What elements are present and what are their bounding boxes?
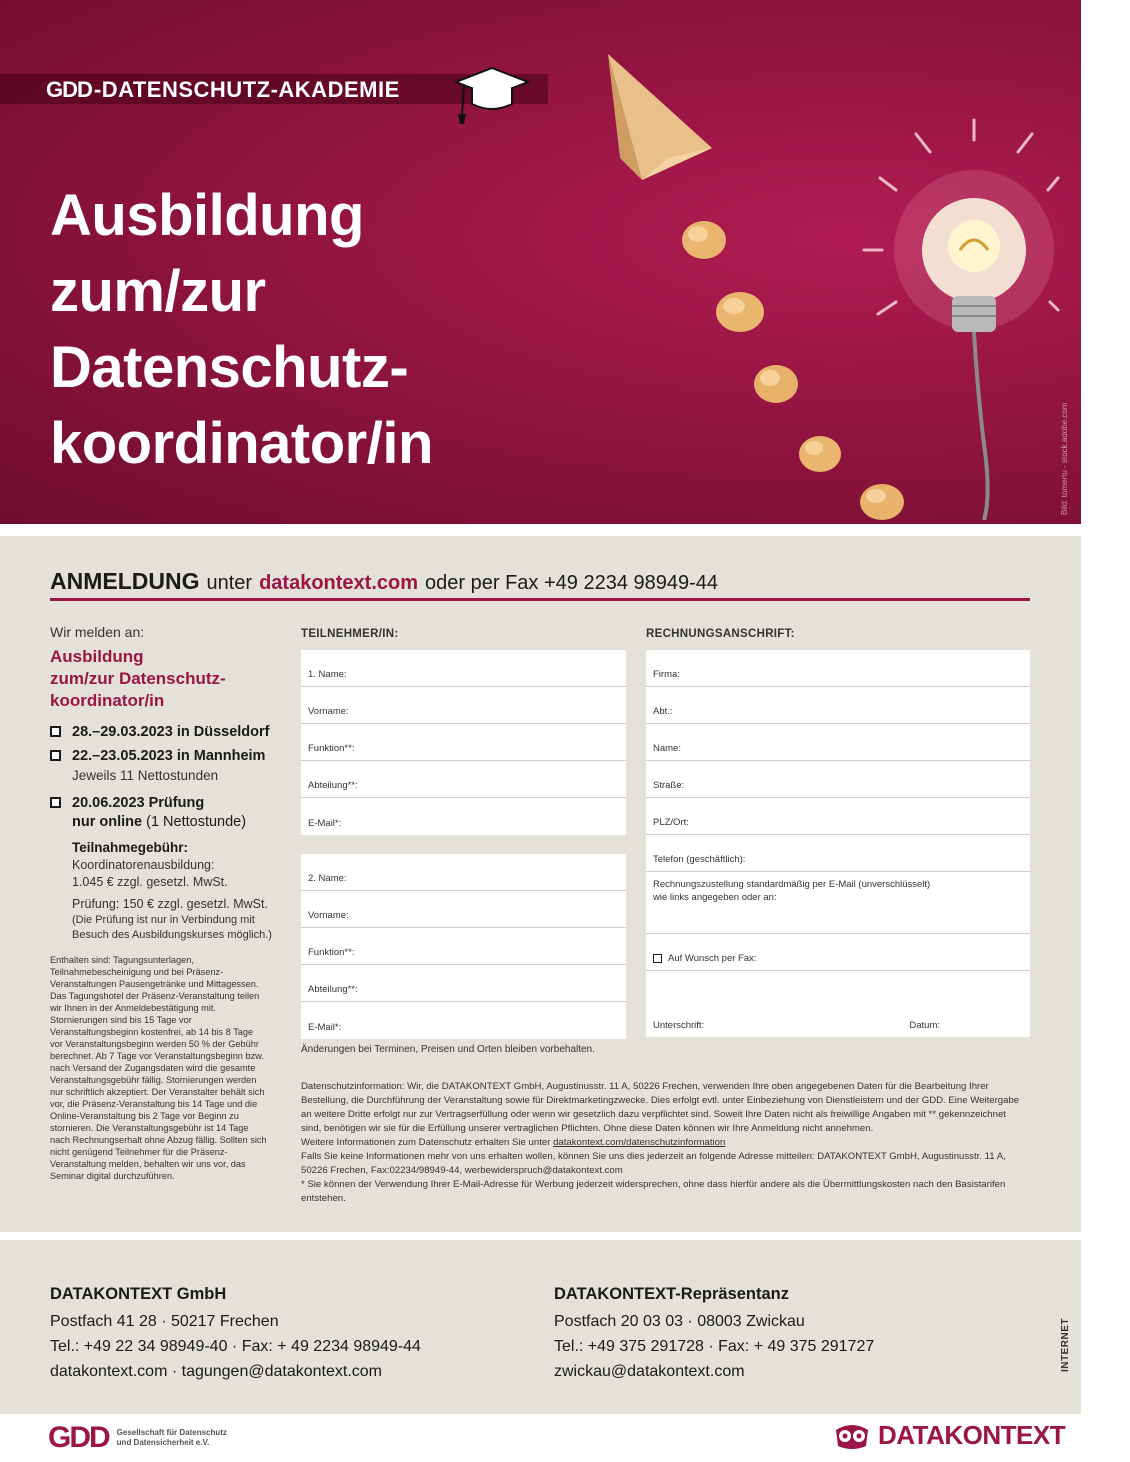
paper-ball-icon bbox=[716, 292, 764, 332]
funktion-field[interactable]: Funktion**: bbox=[301, 724, 626, 761]
strasse-field[interactable]: Straße: bbox=[646, 761, 1030, 798]
course-title-line: zum/zur Datenschutz- bbox=[50, 669, 226, 688]
title-line: zum/zur bbox=[50, 259, 266, 324]
paper-plane-icon bbox=[608, 54, 712, 180]
paper-ball-icon bbox=[860, 484, 904, 520]
vorname-field[interactable]: Vorname: bbox=[301, 687, 626, 724]
akademie-text: -DATENSCHUTZ-AKADEMIE bbox=[93, 77, 400, 102]
abteilung-field[interactable]: Abteilung**: bbox=[301, 761, 626, 798]
internet-label: INTERNET bbox=[1060, 1318, 1071, 1372]
privacy-paragraph: Falls Sie keine Informationen mehr von uns erhalten wollen, können Sie uns dies jederzeit an folgende Adresse mitteilen: DATAKONTEXT GmbH, Augustinusstr. 11 A, 50226 Frechen, Fax:02234/98949-44, werbewiderspruch@datakontext.com bbox=[301, 1151, 1006, 1176]
title-line: Datenschutz- bbox=[50, 335, 409, 400]
company-name: DATAKONTEXT GmbH bbox=[50, 1285, 227, 1303]
hours-note: Jeweils 11 Nettostunden bbox=[72, 768, 219, 783]
fee-line: Koordinatorenausbildung: bbox=[72, 858, 215, 872]
participant-1-fields bbox=[301, 650, 626, 835]
invoice-delivery-field[interactable] bbox=[646, 872, 1030, 934]
title-line: Ausbildung bbox=[50, 183, 364, 248]
wir-melden-label: Wir melden an: bbox=[50, 624, 145, 640]
fee-block bbox=[50, 839, 290, 943]
option-label: 22.–23.05.2023 in Mannheim bbox=[72, 748, 266, 764]
divider bbox=[50, 598, 1030, 601]
option-duesseldorf[interactable] bbox=[50, 722, 290, 742]
name-field[interactable]: 1. Name: bbox=[301, 650, 626, 687]
exam-online: nur online bbox=[72, 814, 143, 830]
plz-ort-field[interactable]: PLZ/Ort: bbox=[646, 798, 1030, 835]
gdd-mark: GDD bbox=[48, 1421, 109, 1454]
paper-ball-icon bbox=[754, 365, 798, 403]
registration-form bbox=[0, 536, 1081, 1232]
phone-line: Tel.: +49 375 291728 · Fax: + 49 375 291727 bbox=[554, 1338, 875, 1355]
checkbox[interactable] bbox=[50, 750, 61, 761]
datakontext-logo bbox=[832, 1420, 1065, 1451]
akademie-label bbox=[46, 76, 400, 104]
email-field[interactable]: E-Mail*: bbox=[308, 818, 342, 829]
gdd-logo bbox=[48, 1421, 227, 1454]
course-selection bbox=[50, 624, 290, 943]
fee-line: Prüfung: 150 € zzgl. gesetzl. MwSt. bbox=[72, 897, 268, 911]
exam-mode bbox=[72, 813, 290, 831]
checkbox[interactable] bbox=[50, 726, 61, 737]
name-field[interactable]: 2. Name: bbox=[301, 854, 626, 891]
course-title-line: Ausbildung bbox=[50, 647, 144, 666]
web-line[interactable]: datakontext.com · tagungen@datakontext.com bbox=[50, 1363, 382, 1380]
company-name: DATAKONTEXT-Repräsentanz bbox=[554, 1285, 789, 1303]
title-line: koordinator/in bbox=[50, 411, 433, 476]
terms-text: Enthalten sind: Tagungsunterlagen, Teilnahmebescheinigung und bei Präsenz-Veranstaltungen Pausengetränke und Mittagessen. Das Tagungshotel der Präsenz-Veranstaltung teilen wir Ihnen in der Anmeldebestätigung mit. Stornierungen sind bis 15 Tage vor Veranstaltungsbeginn kostenfrei, ab 14 bis 8 Tage vor Veranstaltungsbeginn werden 50 % der Gebühr berechnet. Ab 7 Tage vor Veranstaltungsbeginn bzw. nach Versand der Zugangsdaten wird die gesamte Veranstaltungsgebühr fällig. Stornierungen werden nur schriftlich akzeptiert. Der Veranstalter behält sich vor, die Präsenz-Veranstaltung bis 14 Tage und die Online-Veranstaltung bis 2 Tage vor Beginn zu stornieren. Die Veranstaltungsgebühr ist 14 Tage nach Rechnungserhalt ohne Abzug fällig. Sollten sich nicht genügend Teilnehmer für die Präsenz-Veranstaltung melden, behalten wir uns vor, das Seminar digital durchzuführen. bbox=[50, 955, 267, 1181]
light-bulb-icon bbox=[864, 120, 1058, 520]
gdd-text: Gesellschaft für Datenschutz und Datensicherheit e.V. bbox=[116, 1428, 227, 1447]
billing-fields bbox=[646, 650, 1030, 1037]
registration-title: ANMELDUNG bbox=[50, 568, 200, 594]
address-frechen bbox=[50, 1282, 421, 1384]
signature-field[interactable] bbox=[646, 971, 1030, 1037]
funktion-field[interactable]: Funktion**: bbox=[301, 928, 626, 965]
paper-ball-icon bbox=[799, 436, 841, 472]
address-line: Postfach 20 03 03 · 08003 Zwickau bbox=[554, 1313, 805, 1330]
date-label: Datum: bbox=[909, 1020, 940, 1031]
fee-title: Teilnahmegebühr: bbox=[72, 840, 189, 855]
abt-field[interactable]: Abt.: bbox=[646, 687, 1030, 724]
participant-2-fields bbox=[301, 854, 626, 1039]
registration-fax: oder per Fax +49 2234 98949-44 bbox=[425, 572, 719, 594]
vorname-field[interactable]: Vorname: bbox=[301, 891, 626, 928]
invoice-note: Rechnungszustellung standardmäßig per E-Mail (unverschlüsselt) wie links angegeben oder an: bbox=[653, 879, 931, 903]
checkbox[interactable] bbox=[653, 954, 662, 963]
privacy-paragraph: Datenschutzinformation: Wir, die DATAKONTEXT GmbH, Augustinusstr. 11 A, 50226 Frechen, verwenden Ihre oben angegebenen Daten für die Bearbeitung Ihrer Bestellung, die Durchführung der Veranstaltung sowie für Direktmarketingzwecke. Dies erfolgt evtl. unter Einbeziehung von Dienstleistern und der GDD. Eine Weitergabe an weitere Dritte erfolgt nur zur Vertragserfüllung oder wenn wir gesetzlich dazu verpflichtet sind. Soweit Ihre Daten nicht als freiwillige Angaben mit ** gekennzeichnet sind, benötigen wir sie für die Erfüllung unserer vertraglichen Pflichten. Ohne diese Daten können wir Ihre Anmeldung nicht annehmen. bbox=[301, 1081, 1020, 1134]
telefon-field[interactable]: Telefon (geschäftlich): bbox=[646, 835, 1030, 872]
registration-link[interactable]: datakontext.com bbox=[259, 572, 419, 594]
graduation-cap-icon bbox=[452, 56, 532, 128]
option-label: 20.06.2023 Prüfung bbox=[72, 795, 205, 811]
privacy-info bbox=[301, 1080, 1023, 1206]
fax-option-field[interactable]: Auf Wunsch per Fax: bbox=[646, 934, 1030, 971]
fee-line: 1.045 € zzgl. gesetzl. MwSt. bbox=[72, 875, 228, 889]
hero-banner bbox=[0, 0, 1081, 524]
hero-illustration bbox=[580, 40, 1060, 520]
email-line[interactable]: zwickau@datakontext.com bbox=[554, 1363, 745, 1380]
registration-heading bbox=[50, 568, 1030, 598]
fee-note: (Die Prüfung ist nur in Verbindung mit Besuch des Ausbildungskurses möglich.) bbox=[72, 914, 272, 941]
billing-heading: RECHNUNGSANSCHRIFT: bbox=[646, 628, 795, 640]
checkbox[interactable] bbox=[50, 797, 61, 808]
billing-name-field[interactable]: Name: bbox=[646, 724, 1030, 761]
email-field[interactable]: E-Mail*: bbox=[308, 1022, 342, 1033]
address-line: Postfach 41 28 · 50217 Frechen bbox=[50, 1313, 279, 1330]
signature-label: Unterschrift: bbox=[653, 1020, 705, 1031]
gdd-wordmark: GDD bbox=[46, 77, 92, 102]
course-title bbox=[50, 646, 290, 712]
paper-ball-icon bbox=[682, 221, 726, 259]
option-exam[interactable] bbox=[50, 793, 290, 831]
course-title-line: koordinator/in bbox=[50, 691, 165, 710]
abteilung-field[interactable]: Abteilung**: bbox=[301, 965, 626, 1002]
registration-unter: unter bbox=[206, 572, 253, 594]
participants-heading: TEILNEHMER/IN: bbox=[301, 628, 399, 640]
option-mannheim[interactable] bbox=[50, 746, 290, 766]
address-zwickau bbox=[554, 1282, 874, 1384]
exam-hours: (1 Nettostunde) bbox=[142, 814, 247, 830]
privacy-paragraph: * Sie können der Verwendung Ihrer E-Mail-Adresse für Werbung jederzeit widersprechen, ohne dass hierfür andere als die Übermittlungskosten nach den Basistarifen entstehen. bbox=[301, 1179, 1006, 1204]
phone-line: Tel.: +49 22 34 98949-40 · Fax: + 49 2234 98949-44 bbox=[50, 1338, 421, 1355]
datakontext-wordmark: DATAKONTEXT bbox=[878, 1420, 1066, 1450]
contact-section bbox=[0, 1240, 1081, 1414]
page-title bbox=[50, 178, 610, 482]
owl-icon bbox=[832, 1422, 872, 1450]
privacy-more: Weitere Informationen zum Datenschutz erhalten Sie unter datakontext.com/datenschutzinformation bbox=[301, 1137, 726, 1148]
image-credit: Bild: tomertu - stock.adobe.com bbox=[1060, 402, 1069, 515]
option-label: 28.–29.03.2023 in Düsseldorf bbox=[72, 724, 270, 740]
privacy-link[interactable]: datakontext.com/datenschutzinformation bbox=[553, 1137, 726, 1148]
firma-field[interactable]: Firma: bbox=[646, 650, 1030, 687]
changes-note: Änderungen bei Terminen, Preisen und Orten bleiben vorbehalten. bbox=[301, 1044, 595, 1055]
